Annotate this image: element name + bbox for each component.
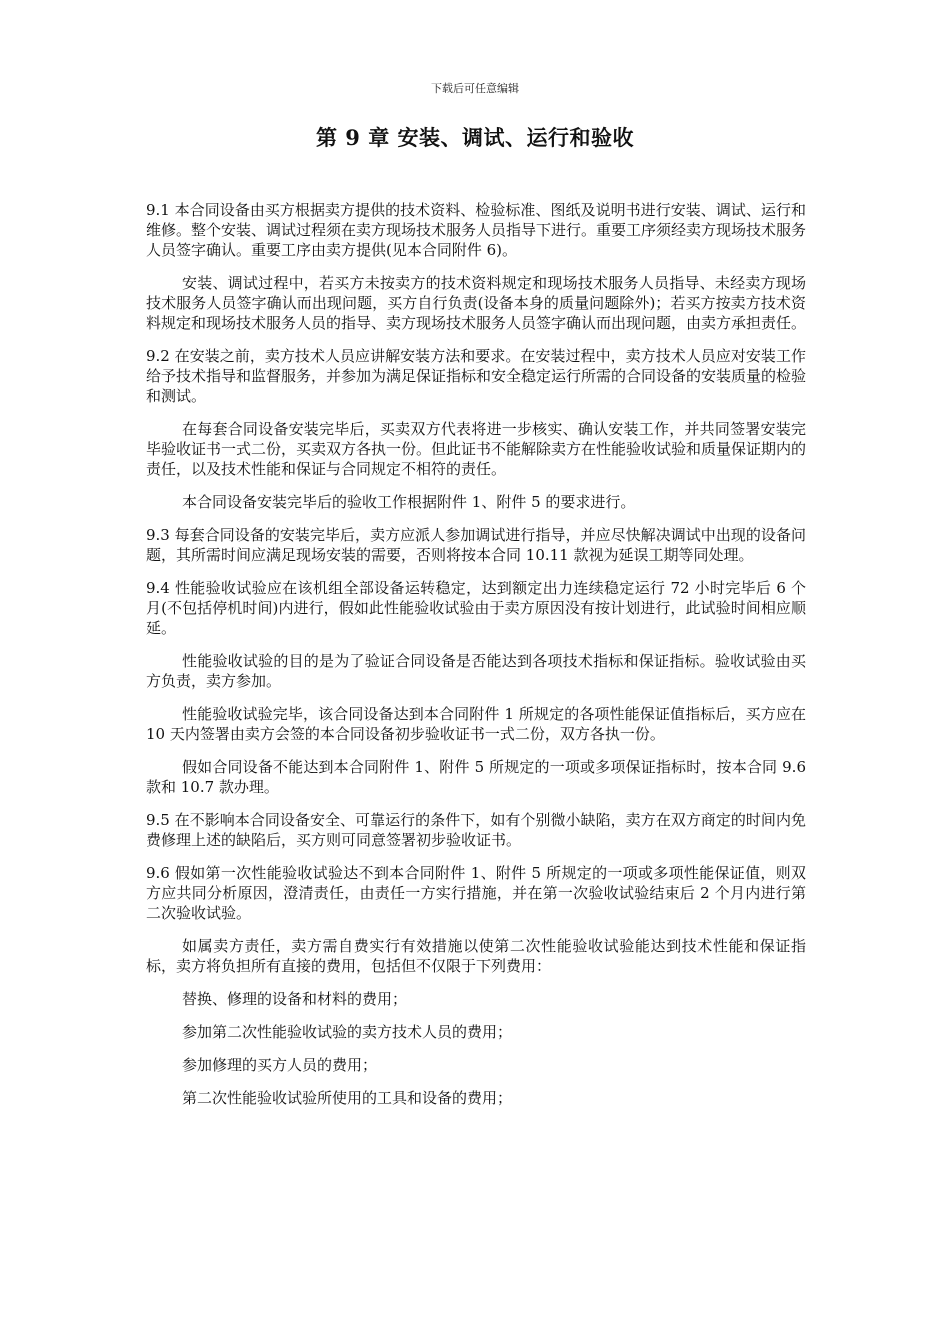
paragraph-9-1: 9.1 本合同设备由买方根据卖方提供的技术资料、检验标准、图纸及说明书进行安装、调试、运行和维修。整个安装、调试过程须在卖方现场技术服务人员指导下进行。重要工序须经卖方现场技术服务人员签字确认。重要工序由卖方提供(见本合同附件 6)。 [146,201,807,259]
paragraph: 本合同设备安装完毕后的验收工作根据附件 1、附件 5 的要求进行。 [182,493,636,511]
paragraph-9-2: 9.2 在安装之前，卖方技术人员应讲解安装方法和要求。在安装过程中，卖方技术人员应对安装工作给予技术指导和监督服务，并参加为满足保证指标和安全稳定运行所需的合同设备的安装质量的检验和测试。 [146,347,807,405]
paragraph: 安装、调试过程中，若买方未按卖方的技术资料规定和现场技术服务人员指导、未经卖方现场技术服务人员签字确认而出现问题，买方自行负责(设备本身的质量问题除外)；若买方按卖方技术资料规定和现场技术服务人员的指导、卖方现场技术服务人员签字确认而出现问题，由卖方承担责任。 [146,274,807,332]
paragraph: 如属卖方责任，卖方需自费实行有效措施以使第二次性能验收试验能达到技术性能和保证指标，卖方将负担所有直接的费用，包括但不仅限于下列费用： [146,937,806,975]
list-item: 替换、修理的设备和材料的费用； [182,990,408,1008]
list-item: 参加修理的买方人员的费用； [182,1056,378,1074]
paragraph-9-3: 9.3 每套合同设备的安装完毕后，卖方应派人参加调试进行指导，并应尽快解决调试中出现的设备问题，其所需时间应满足现场安装的需要，否则将按本合同 10.11 款视为延误工期等同处理。 [146,526,806,564]
header-note: 下载后可任意编辑 [431,82,519,95]
list-item: 第二次性能验收试验所使用的工具和设备的费用； [182,1089,513,1107]
paragraph-9-6: 9.6 假如第一次性能验收试验达不到本合同附件 1、附件 5 所规定的一项或多项性能保证值，则双方应共同分析原因，澄清责任，由责任一方实行措施，并在第一次验收试验结束后 2 个月内进行第二次验收试验。 [146,864,806,922]
paragraph: 在每套合同设备安装完毕后，买卖双方代表将进一步核实、确认安装工作，并共同签署安装完毕验收证书一式二份，买卖双方各执一份。但此证书不能解除卖方在性能验收试验和质量保证期内的责任，以及技术性能和保证与合同规定不相符的责任。 [146,420,807,478]
paragraph: 性能验收试验的目的是为了验证合同设备是否能达到各项技术指标和保证指标。验收试验由买方负责，卖方参加。 [146,652,806,690]
document-body [146,200,806,1121]
paragraph-9-5: 9.5 在不影响本合同设备安全、可靠运行的条件下，如有个别微小缺陷，卖方在双方商定的时间内免费修理上述的缺陷后，买方则可同意签署初步验收证书。 [146,811,806,849]
paragraph: 假如合同设备不能达到本合同附件 1、附件 5 所规定的一项或多项保证指标时，按本合同 9.6 款和 10.7 款办理。 [146,758,806,796]
paragraph: 性能验收试验完毕，该合同设备达到本合同附件 1 所规定的各项性能保证值指标后，买方应在 10 天内签署由卖方会签的本合同设备初步验收证书一式二份，双方各执一份。 [146,705,806,743]
chapter-title: 第 9 章 安装、调试、运行和验收 [315,125,635,150]
paragraph-9-4: 9.4 性能验收试验应在该机组全部设备运转稳定，达到额定出力连续稳定运行 72 小时完毕后 6 个月(不包括停机时间)内进行，假如此性能验收试验由于卖方原因没有按计划进行，此试验时间相应顺延。 [146,579,806,637]
list-item: 参加第二次性能验收试验的卖方技术人员的费用； [182,1023,513,1041]
